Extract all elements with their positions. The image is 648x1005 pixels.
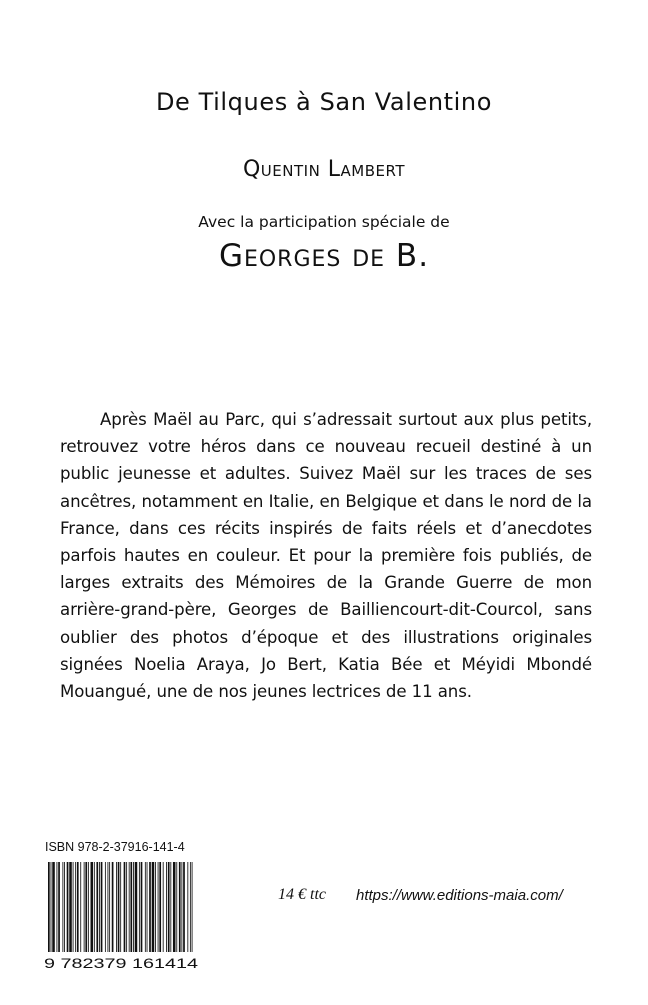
- barcode-bar: [135, 862, 138, 952]
- barcode-bar: [159, 862, 161, 952]
- barcode-bar: [84, 862, 85, 952]
- barcode-bar: [190, 862, 191, 952]
- barcode-bar: [152, 862, 155, 952]
- book-title: De Tilques à San Valentino: [155, 88, 493, 116]
- publisher-url: https://www.editions-maia.com/: [356, 887, 563, 904]
- barcode-bar: [112, 862, 114, 952]
- barcode-bar: [52, 862, 55, 952]
- barcode-bar: [145, 862, 146, 952]
- price-label: 14 € ttc: [278, 886, 326, 903]
- barcode-bar: [166, 862, 167, 952]
- barcode-bar: [108, 862, 109, 952]
- barcode-bar: [91, 862, 94, 952]
- barcode-bar: [181, 862, 182, 952]
- participation-line: Avec la participation spéciale de: [198, 213, 450, 231]
- barcode-bar: [130, 862, 132, 952]
- barcode-bar: [51, 862, 52, 952]
- barcode-bar: [192, 862, 193, 952]
- barcode-bar: [80, 862, 81, 952]
- barcode-bar: [139, 862, 140, 952]
- barcode-bar: [96, 862, 98, 952]
- back-cover-blurb: Après Maël au Parc, qui s’adressait surtout aux plus petits, retrouvez votre héros dans ce nouveau recueil destiné à un public jeunesse et adultes. Suivez Maël sur les traces de ses ancêtres, notamment en Italie, en Belgique et dans le nord de la France, dans ces récits inspirés de faits réels et d’anecdotes parfois hautes en couleur. Et pour la première fois publiés, de larges extraits des Mémoires de la Grande Guerre de mon arrière-grand-père, Georges de Bailliencourt-dit-Courcol, sans oublier des photos d’époque et des illustrations originales signées Noelia Araya, Jo Bert, Katia Bée et Méyidi Mbondé Mouangué, une de nos jeunes lectrices de 11 ans.: [60, 410, 592, 702]
- barcode-bar: [173, 862, 176, 952]
- barcode-bar: [101, 862, 103, 952]
- barcode-bar: [62, 862, 63, 952]
- barcode-bar: [124, 862, 126, 952]
- barcode-bar: [116, 862, 117, 952]
- barcode-bar: [67, 862, 69, 952]
- barcode-bar: [126, 862, 127, 952]
- barcode-bar: [129, 862, 130, 952]
- barcode-bar: [155, 862, 156, 952]
- barcode-bar: [58, 862, 60, 952]
- barcode-bar: [77, 862, 79, 952]
- barcode-bar: [179, 862, 181, 952]
- barcode-bar: [163, 862, 164, 952]
- barcode-bar: [85, 862, 87, 952]
- barcode-bar: [88, 862, 89, 952]
- barcode-bar: [64, 862, 65, 952]
- barcode-bar: [94, 862, 95, 952]
- barcode-bar: [118, 862, 120, 952]
- isbn-text: ISBN 978-2-37916-141-4: [45, 840, 185, 854]
- author-name: Quentin Lambert: [242, 157, 405, 182]
- barcode-bar: [133, 862, 134, 952]
- barcode-bar: [149, 862, 151, 952]
- barcode-bar: [187, 862, 188, 952]
- barcode-bar: [158, 862, 159, 952]
- barcode-bars: [48, 862, 193, 952]
- barcode-digits: 9 782379 161414: [44, 955, 199, 971]
- barcode-bar: [170, 862, 171, 952]
- barcode-bar: [141, 862, 143, 952]
- barcode-bar: [183, 862, 185, 952]
- barcode-bar: [48, 862, 50, 952]
- barcode-image: [42, 862, 202, 972]
- barcode-bar: [176, 862, 177, 952]
- barcode-bar: [73, 862, 74, 952]
- special-guest-name: Georges de B.: [218, 238, 430, 274]
- barcode-bar: [147, 862, 148, 952]
- barcode-bar: [69, 862, 72, 952]
- barcode-bar: [57, 862, 58, 952]
- barcode-bar: [105, 862, 106, 952]
- barcode-bar: [99, 862, 100, 952]
- barcode-bar: [109, 862, 110, 952]
- barcode-bar: [120, 862, 121, 952]
- barcode-bar: [168, 862, 170, 952]
- barcode-bar: [75, 862, 76, 952]
